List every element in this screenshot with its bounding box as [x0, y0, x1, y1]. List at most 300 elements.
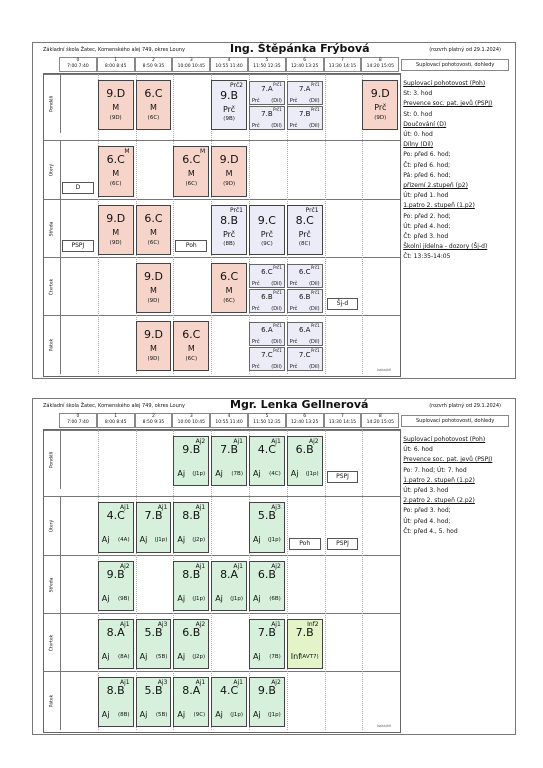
lesson-class: 6.B: [295, 443, 314, 456]
lesson-group: (Dil): [271, 306, 282, 313]
period-time: 10:00 10:45: [177, 419, 205, 425]
period-time: 10:00 10:45: [177, 63, 205, 69]
period-divider: [325, 430, 326, 730]
half-lesson-card[interactable]: [287, 81, 323, 105]
lesson-class: 9.C: [257, 213, 276, 227]
period-number: 6: [303, 58, 307, 63]
lesson-class: 8.B: [106, 684, 125, 698]
lesson-class: 7.C: [261, 351, 273, 360]
lesson-card[interactable]: [173, 321, 209, 371]
period-header: [59, 57, 97, 72]
supervision-heading: Dílny (Dil): [403, 141, 434, 149]
lesson-group: (7B): [269, 653, 281, 660]
lesson-subject: Prč: [260, 229, 273, 239]
lesson-group: (9D): [109, 239, 122, 246]
period-header: [172, 413, 210, 428]
lesson-card[interactable]: [173, 502, 209, 552]
lesson-group: (9C): [193, 712, 206, 719]
lesson-code: Aj2: [120, 562, 130, 570]
lesson-class: 9.D: [106, 87, 126, 100]
supervision-header: Suplovací pohotovosti, dohledy: [401, 59, 509, 71]
period-number: 4: [227, 414, 231, 419]
lesson-group: (Dil): [309, 364, 320, 371]
period-number: 2: [152, 58, 155, 63]
lesson-group: (9B): [118, 595, 130, 602]
lesson-class: 8.B: [220, 213, 239, 227]
lesson-group: (J1p): [267, 712, 281, 719]
lesson-code: Aj3: [157, 620, 168, 628]
lesson-group: (J1p): [154, 537, 168, 544]
day-label: [44, 431, 61, 489]
lesson-class: 6.B: [298, 293, 311, 302]
period-time: 8:00 8:45: [104, 419, 127, 425]
day-label: [44, 556, 61, 614]
period-header: [97, 413, 135, 428]
lesson-group: (Dil): [271, 123, 282, 130]
lesson-card[interactable]: [98, 502, 134, 552]
lesson-card[interactable]: [98, 146, 134, 196]
supervision-entry: Pá: před 6. hod;: [403, 171, 451, 179]
period-header: [210, 57, 248, 72]
half-lesson-card[interactable]: [287, 106, 323, 130]
lesson-subject: Aj: [139, 535, 148, 545]
period-time: 11:50 12:35: [253, 419, 281, 425]
lesson-subject: Prč: [252, 306, 260, 313]
lesson-code: M: [124, 148, 130, 156]
lesson-subject: Prč: [289, 98, 298, 105]
day-label: [44, 497, 61, 555]
lesson-subject: Prč: [289, 339, 298, 346]
half-lesson-card[interactable]: [249, 347, 285, 371]
lesson-subject: Aj: [253, 535, 261, 545]
lesson-group: (6C): [147, 115, 160, 121]
period-time: 8:50 9:35: [142, 419, 165, 425]
lesson-card[interactable]: [98, 677, 134, 727]
lesson-card[interactable]: [287, 619, 323, 669]
lesson-class: 6.C: [261, 267, 273, 276]
period-time: 12:40 13:25: [291, 63, 319, 69]
lesson-subject: Aj: [253, 651, 261, 661]
lesson-group: (8B): [223, 240, 235, 247]
supervision-heading: 1.patro 2. stupeň (1.p2): [403, 202, 475, 210]
lesson-subject: M: [150, 344, 157, 354]
lesson-class: 9.D: [219, 153, 239, 167]
lesson-subject: Aj: [177, 469, 186, 478]
lesson-card[interactable]: [249, 677, 285, 727]
lesson-group: (AVT7): [300, 653, 319, 660]
lesson-card[interactable]: [211, 677, 247, 727]
period-number: 0: [76, 58, 80, 63]
period-time: 7:00 7:40: [67, 63, 89, 69]
lesson-class: 7.A: [298, 85, 311, 93]
period-time: 14:20 15:05: [366, 63, 394, 69]
day-name: Čtvrtek: [49, 278, 55, 296]
lesson-code: Aj1: [195, 504, 206, 512]
lesson-class: 8.A: [220, 567, 239, 581]
duty-tag[interactable]: PSPJ: [327, 538, 359, 550]
lesson-code: Aj1: [195, 562, 206, 570]
lesson-group: (J1p): [230, 712, 243, 719]
supervision-entry: Út: 6. hod: [403, 446, 433, 454]
lesson-class: 9.B: [182, 443, 201, 456]
lesson-group: (6C): [223, 297, 235, 304]
period-time: 10:55 11:40: [215, 419, 243, 425]
lesson-group: (9D): [109, 115, 122, 121]
period-number: 7: [341, 58, 344, 63]
lesson-card[interactable]: [98, 619, 134, 669]
supervision-heading: 1.patro 2. stupeň (1.p2): [403, 476, 475, 484]
lesson-card[interactable]: [249, 619, 285, 669]
lesson-code: Prč1: [310, 107, 320, 113]
supervision-list: [403, 435, 492, 537]
period-number: 4: [227, 58, 231, 63]
lesson-group: (8B): [118, 712, 130, 719]
lesson-subject: Aj: [253, 593, 261, 603]
lesson-subject: Aj: [253, 710, 261, 720]
lesson-subject: Prč: [289, 123, 298, 130]
lesson-group: (J1p): [230, 595, 243, 602]
period-number: 6: [303, 414, 307, 419]
lesson-subject: Prč: [252, 123, 260, 130]
lesson-group: (J2p): [192, 653, 206, 660]
lesson-group: (Dil): [271, 364, 282, 371]
lesson-group: (9D): [223, 181, 236, 188]
lesson-class: 4.C: [219, 684, 239, 698]
lesson-class: 7.B: [298, 110, 311, 119]
supervision-entry: Čt: před 3. hod: [403, 233, 449, 241]
lesson-code: Aj1: [233, 438, 243, 445]
duty-tag[interactable]: Šj-d: [327, 298, 359, 310]
half-lesson-card[interactable]: [249, 81, 285, 105]
lesson-subject: M: [187, 169, 195, 179]
lesson-class: 6.B: [182, 625, 201, 639]
lesson-group: (9D): [147, 297, 160, 304]
lesson-card[interactable]: [98, 80, 134, 130]
lesson-card[interactable]: [136, 263, 172, 313]
supervision-heading: přízemí 2.stupeň (p2): [403, 182, 468, 190]
lesson-class: 8.A: [182, 684, 201, 698]
lesson-class: 8.B: [182, 567, 201, 581]
duty-tag[interactable]: Poh: [289, 538, 321, 550]
lesson-card[interactable]: [249, 205, 285, 255]
supervision-heading: 2.patro 2. stupeň (2.p2): [403, 497, 475, 505]
lesson-class: 7.B: [295, 625, 314, 639]
lesson-group: (Dil): [309, 306, 320, 313]
lesson-card[interactable]: [98, 205, 134, 255]
lesson-subject: Aj: [177, 710, 186, 720]
lesson-subject: Aj: [215, 593, 223, 603]
lesson-card[interactable]: [173, 619, 209, 669]
lesson-group: (5B): [155, 653, 168, 660]
half-lesson-card[interactable]: [249, 106, 285, 130]
timetable-sheet: [32, 398, 516, 735]
lesson-subject: Aj: [290, 469, 299, 478]
day-name: Čtvrtek: [49, 634, 55, 652]
lesson-code: Aj1: [233, 679, 243, 687]
half-lesson-card[interactable]: [287, 347, 323, 371]
period-number: 2: [152, 414, 155, 419]
lesson-code: Aj3: [157, 679, 168, 687]
period-time: 8:50 9:35: [142, 63, 165, 69]
supervision-entry: Po: před 6. hod;: [403, 151, 451, 159]
period-number: 5: [265, 414, 269, 419]
period-header: [97, 57, 135, 72]
lesson-code: Aj1: [233, 562, 243, 570]
lesson-class: 9.D: [106, 211, 126, 225]
lesson-group: (Dil): [271, 339, 282, 346]
lesson-card[interactable]: [136, 502, 172, 552]
duty-tag[interactable]: D: [62, 182, 94, 194]
lesson-subject: Prč: [298, 229, 311, 239]
lesson-card[interactable]: [249, 436, 285, 486]
day-label: [44, 316, 61, 374]
supervision-entry: St: 0. hod: [403, 110, 433, 118]
lesson-card[interactable]: [173, 146, 209, 196]
lesson-card[interactable]: [136, 677, 172, 727]
supervision-heading: Prevence soc. pat. jevů (PSPJ): [403, 100, 493, 108]
supervision-entry: Út: 0. hod: [403, 131, 433, 139]
period-time: 10:55 11:40: [215, 63, 243, 69]
lesson-group: (6B): [269, 595, 281, 602]
lesson-card[interactable]: [362, 80, 398, 130]
duty-tag[interactable]: PSPJ: [327, 471, 359, 483]
lesson-class: 6.B: [261, 293, 273, 302]
lesson-class: 9.D: [144, 269, 163, 283]
period-header: [135, 57, 173, 72]
bakalari-logo: bakaláři: [377, 368, 392, 372]
period-time: 13:30 14:15: [328, 419, 357, 425]
lesson-subject: M: [225, 285, 233, 295]
lesson-subject: Prč: [374, 103, 387, 112]
supervision-entry: Čt: před 6. hod;: [403, 161, 451, 169]
day-name: Pondělí: [49, 95, 55, 113]
period-header: [248, 57, 286, 72]
lesson-code: Aj1: [120, 679, 130, 687]
period-header: [324, 57, 362, 72]
lesson-code: Inf2: [307, 620, 319, 628]
lesson-group: (4C): [269, 471, 281, 477]
lesson-class: 6.C: [219, 269, 239, 283]
lesson-class: 7.B: [261, 110, 273, 119]
lesson-group: (9C): [261, 240, 273, 247]
day-name: Pondělí: [49, 451, 55, 469]
validity-note: (rozvrh platný od 29.1.2024): [429, 403, 501, 409]
lesson-code: Prč1: [305, 206, 319, 214]
lesson-class: 9.B: [220, 89, 239, 102]
lesson-subject: M: [187, 344, 195, 354]
lesson-card[interactable]: [136, 205, 172, 255]
lesson-code: Aj1: [271, 620, 281, 628]
lesson-group: (9B): [223, 116, 235, 122]
lesson-card[interactable]: [211, 561, 247, 611]
lesson-class: 9.D: [370, 87, 390, 100]
teacher-name: Mgr. Lenka Gellnerová: [230, 398, 369, 411]
lesson-code: Prč1: [310, 323, 320, 329]
lesson-class: 7.A: [261, 85, 273, 93]
lesson-subject: Aj: [215, 469, 223, 478]
duty-tag[interactable]: PSPJ: [62, 240, 94, 252]
day-name: Středa: [49, 221, 55, 237]
day-name: Středa: [49, 577, 55, 593]
lesson-class: 7.C: [298, 351, 311, 360]
lesson-subject: Aj: [177, 593, 186, 603]
lesson-subject: Prč: [252, 281, 260, 288]
lesson-group: (6C): [185, 356, 198, 363]
period-number: 3: [189, 58, 193, 63]
supervision-heading: Doučování (D): [403, 120, 447, 128]
lesson-subject: Aj: [101, 593, 110, 603]
period-number: 0: [76, 414, 80, 419]
lesson-card[interactable]: [287, 436, 323, 486]
half-lesson-card[interactable]: [287, 322, 323, 346]
lesson-card[interactable]: [136, 619, 172, 669]
half-lesson-card[interactable]: [287, 264, 323, 288]
lesson-code: Prč1: [273, 348, 282, 354]
lesson-code: Aj2: [271, 562, 281, 570]
lesson-subject: Prč: [289, 364, 298, 371]
lesson-subject: Prč: [289, 306, 298, 313]
period-time: 14:20 15:05: [366, 419, 394, 425]
supervision-heading: Suplovací pohotovost (Poh): [403, 80, 486, 87]
lesson-card[interactable]: [173, 677, 209, 727]
duty-tag[interactable]: Poh: [175, 240, 207, 252]
period-header: [135, 413, 173, 428]
supervision-entry: Út: před 3. hod: [403, 487, 449, 495]
lesson-card[interactable]: [211, 205, 247, 255]
lesson-card[interactable]: [211, 436, 247, 486]
period-number: 5: [265, 58, 269, 63]
period-number: 1: [114, 414, 118, 419]
lesson-group: (9D): [374, 115, 387, 121]
day-label: [44, 258, 61, 316]
lesson-subject: M: [150, 103, 157, 112]
lesson-class: 9.B: [106, 567, 125, 581]
lesson-card[interactable]: [211, 146, 247, 196]
lesson-code: Aj1: [120, 620, 130, 628]
lesson-class: 6.C: [144, 211, 163, 225]
lesson-group: (7B): [231, 471, 243, 477]
lesson-class: 7.B: [220, 443, 239, 456]
supervision-heading: Suplovací pohotovost (Poh): [403, 436, 486, 443]
lesson-subject: Aj: [177, 651, 186, 661]
lesson-group: (9D): [147, 356, 160, 363]
lesson-group: (5B): [155, 712, 168, 719]
period-number: 8: [378, 58, 382, 63]
lesson-subject: Aj: [101, 651, 110, 661]
supervision-entry: Út: před 4. hod;: [403, 222, 451, 230]
day-label: [44, 672, 61, 730]
lesson-group: (8C): [298, 240, 311, 247]
lesson-card[interactable]: [211, 80, 247, 130]
period-header: [172, 57, 210, 72]
lesson-card[interactable]: [136, 321, 172, 371]
supervision-entry: St: 3. hod: [403, 90, 433, 98]
lesson-class: 8.C: [295, 213, 314, 227]
half-lesson-card[interactable]: [249, 289, 285, 313]
lesson-group: (6C): [109, 181, 122, 188]
half-lesson-card[interactable]: [249, 322, 285, 346]
lesson-card[interactable]: [249, 561, 285, 611]
lesson-code: Aj2: [309, 438, 319, 445]
period-time: 8:00 8:45: [104, 63, 127, 69]
lesson-class: 4.C: [257, 443, 276, 456]
period-header: [361, 413, 399, 428]
supervision-entry: Út: před 4. hod;: [403, 517, 451, 525]
lesson-card[interactable]: [98, 561, 134, 611]
lesson-group: (4A): [118, 537, 130, 544]
bakalari-logo: bakaláři: [377, 724, 392, 728]
half-lesson-card[interactable]: [287, 289, 323, 313]
lesson-class: 6.C: [182, 153, 201, 167]
lesson-card[interactable]: [249, 502, 285, 552]
lesson-class: 4.C: [106, 509, 125, 523]
lesson-group: (J1p): [192, 471, 206, 477]
lesson-card[interactable]: [173, 561, 209, 611]
lesson-code: Aj1: [271, 438, 281, 445]
lesson-code: Aj1: [195, 679, 206, 687]
period-header: [361, 57, 399, 72]
lesson-code: Aj2: [195, 620, 206, 628]
lesson-class: 9.D: [144, 328, 163, 342]
period-header: [324, 413, 362, 428]
lesson-class: 6.A: [298, 326, 311, 335]
day-label: [44, 200, 61, 258]
lesson-subject: Aj: [177, 535, 186, 545]
period-divider: [325, 74, 326, 374]
supervision-entry: Čt: 13:35-14:05: [403, 253, 451, 261]
lesson-group: (8A): [118, 653, 130, 660]
lesson-code: Prč1: [310, 264, 320, 270]
lesson-group: (Dil): [309, 123, 320, 130]
lesson-subject: Inf: [290, 651, 302, 661]
lesson-subject: Aj: [139, 710, 148, 720]
lesson-class: 6.A: [261, 326, 273, 335]
lesson-subject: Prč: [222, 229, 236, 239]
half-lesson-card[interactable]: [249, 264, 285, 288]
lesson-class: 7.B: [257, 625, 276, 639]
lesson-subject: M: [225, 169, 233, 179]
supervision-heading: Prevence soc. pat. jevů (PSPJ): [403, 456, 493, 464]
lesson-card[interactable]: [173, 436, 209, 486]
timetable-sheet: [32, 42, 516, 379]
period-number: 8: [378, 414, 382, 419]
lesson-subject: Aj: [215, 710, 223, 720]
lesson-class: 6.C: [182, 328, 201, 342]
lesson-code: Prč1: [273, 264, 282, 270]
lesson-subject: Aj: [101, 535, 110, 545]
period-time: 7:00 7:40: [67, 419, 89, 425]
lesson-code: Prč2: [230, 82, 243, 89]
day-name: Pátek: [49, 339, 55, 352]
period-header: [210, 413, 248, 428]
lesson-subject: Prč: [289, 281, 298, 288]
lesson-code: Aj2: [195, 438, 206, 445]
lesson-card[interactable]: [211, 263, 247, 313]
school-name: Základní škola Žatec, Komenského alej 749, okres Louny: [43, 403, 185, 409]
day-label: [44, 141, 61, 199]
lesson-class: 6.C: [144, 87, 163, 100]
lesson-subject: M: [112, 227, 120, 237]
lesson-code: Aj3: [271, 504, 281, 512]
lesson-card[interactable]: [287, 205, 323, 255]
lesson-card[interactable]: [136, 80, 172, 130]
lesson-subject: M: [112, 169, 120, 179]
lesson-code: Prč1: [310, 82, 320, 87]
lesson-class: 8.A: [106, 625, 125, 639]
lesson-class: 5.B: [144, 684, 163, 698]
period-header: [286, 413, 324, 428]
lesson-class: 5.B: [257, 509, 276, 523]
